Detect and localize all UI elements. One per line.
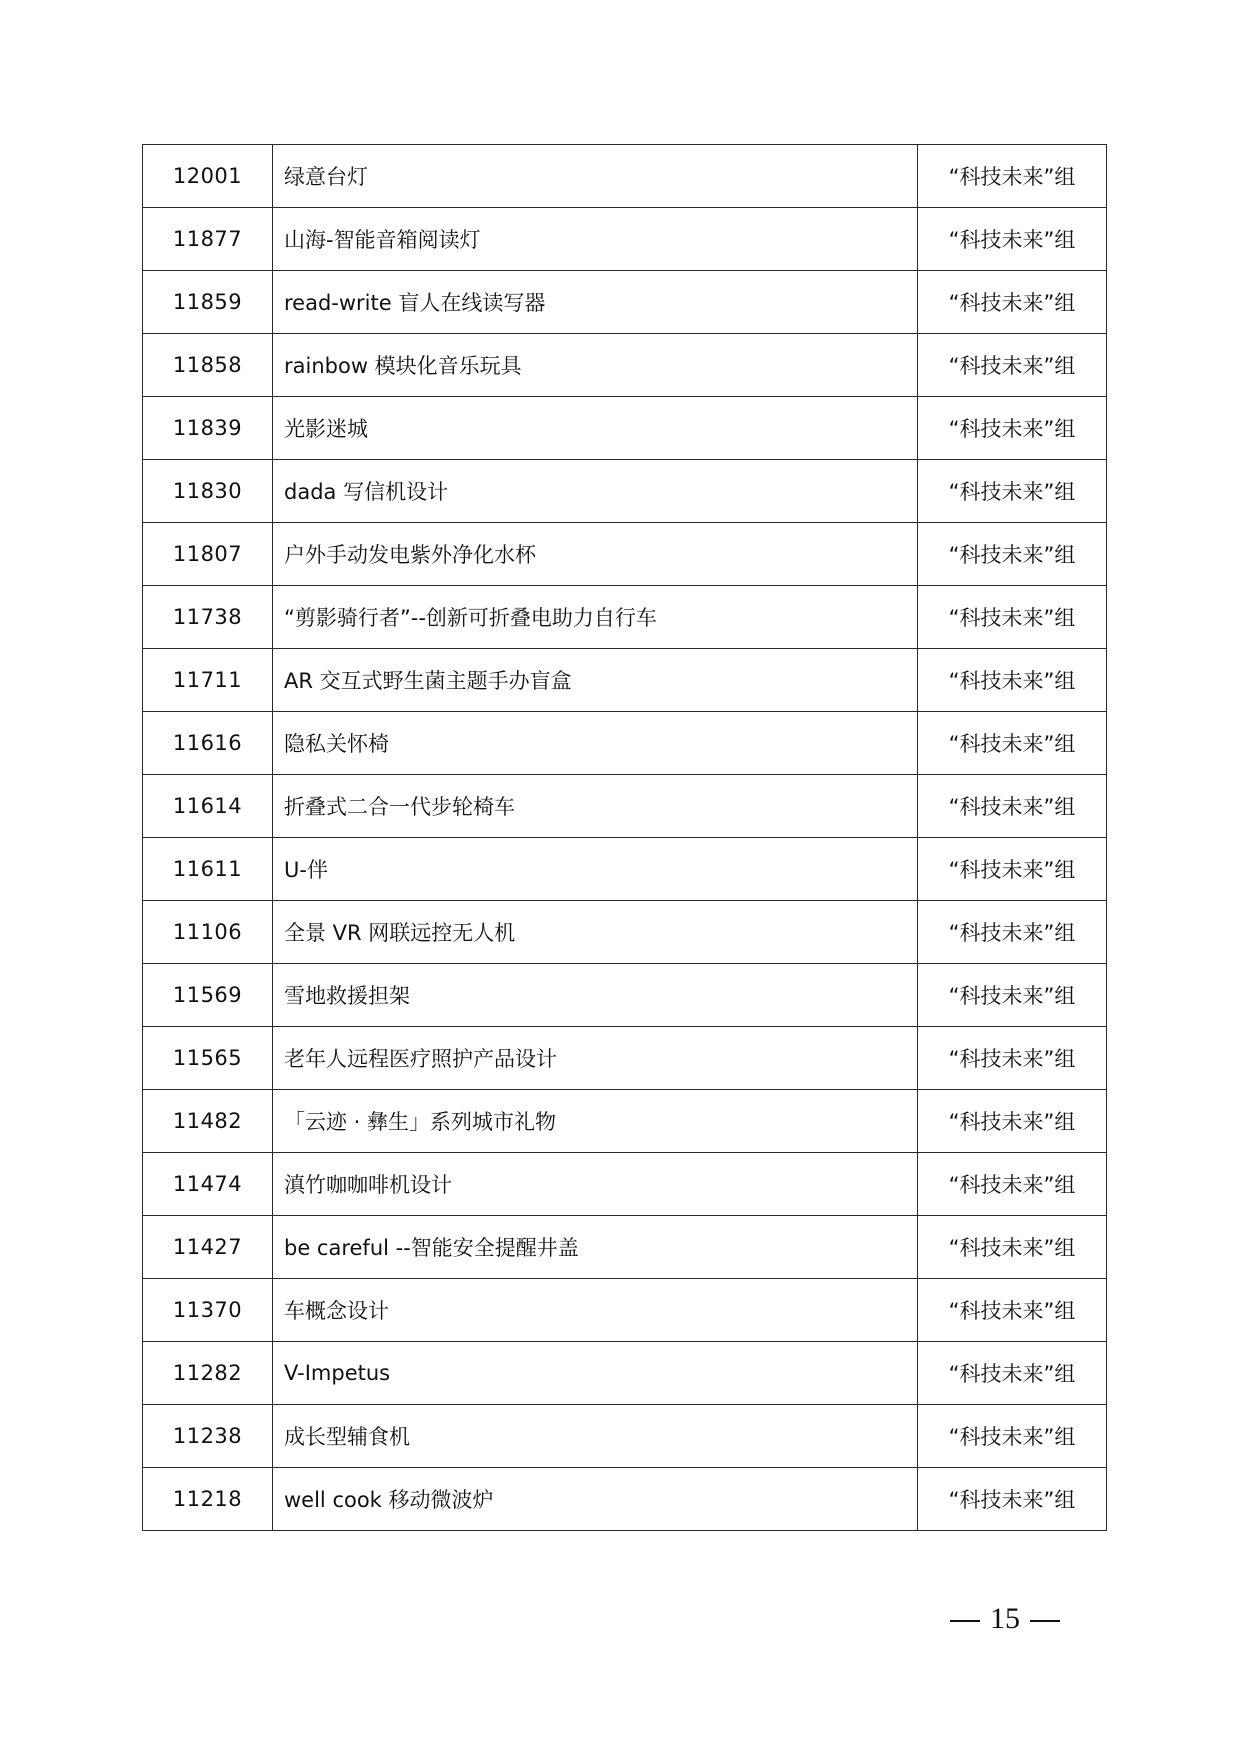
dash-right: [1030, 1620, 1060, 1622]
entry-name: 雪地救援担架: [273, 964, 918, 1027]
entry-id: 11238: [143, 1405, 273, 1468]
entry-category: “科技未来”组: [918, 1342, 1107, 1405]
entry-id: 12001: [143, 145, 273, 208]
entry-id: 11370: [143, 1279, 273, 1342]
entry-name: 老年人远程医疗照护产品设计: [273, 1027, 918, 1090]
entry-id: 11282: [143, 1342, 273, 1405]
entry-category: “科技未来”组: [918, 1216, 1107, 1279]
table-row: [143, 1216, 1107, 1279]
entry-category: “科技未来”组: [918, 1279, 1107, 1342]
entry-category: “科技未来”组: [918, 397, 1107, 460]
table-row: [143, 1153, 1107, 1216]
entry-name: well cook 移动微波炉: [273, 1468, 918, 1531]
entry-category: “科技未来”组: [918, 334, 1107, 397]
entry-category: “科技未来”组: [918, 271, 1107, 334]
entry-id: 11711: [143, 649, 273, 712]
table-row: [143, 649, 1107, 712]
table-row: [143, 964, 1107, 1027]
entry-id: 11839: [143, 397, 273, 460]
entry-id: 11614: [143, 775, 273, 838]
entry-id: 11482: [143, 1090, 273, 1153]
entry-id: 11616: [143, 712, 273, 775]
table-row: [143, 271, 1107, 334]
table-row: [143, 1342, 1107, 1405]
entry-id: 11858: [143, 334, 273, 397]
entry-id: 11738: [143, 586, 273, 649]
entry-id: 11859: [143, 271, 273, 334]
entry-name: 成长型辅食机: [273, 1405, 918, 1468]
table-row: [143, 1090, 1107, 1153]
entry-name: 山海-智能音箱阅读灯: [273, 208, 918, 271]
entry-name: 户外手动发电紫外净化水杯: [273, 523, 918, 586]
entry-name: 折叠式二合一代步轮椅车: [273, 775, 918, 838]
table-row: [143, 838, 1107, 901]
entry-id: 11474: [143, 1153, 273, 1216]
entry-name: 全景 VR 网联远控无人机: [273, 901, 918, 964]
table-row: [143, 712, 1107, 775]
entry-name: rainbow 模块化音乐玩具: [273, 334, 918, 397]
entry-category: “科技未来”组: [918, 586, 1107, 649]
table-row: [143, 145, 1107, 208]
entry-id: 11106: [143, 901, 273, 964]
entry-name: read-write 盲人在线读写器: [273, 271, 918, 334]
table-row: [143, 397, 1107, 460]
entry-name: 滇竹咖咖啡机设计: [273, 1153, 918, 1216]
entry-id: 11218: [143, 1468, 273, 1531]
entry-name: dada 写信机设计: [273, 460, 918, 523]
entry-category: “科技未来”组: [918, 649, 1107, 712]
entry-name: be careful --智能安全提醒井盖: [273, 1216, 918, 1279]
entry-name: 车概念设计: [273, 1279, 918, 1342]
entry-name: 隐私关怀椅: [273, 712, 918, 775]
entry-name: 绿意台灯: [273, 145, 918, 208]
entry-category: “科技未来”组: [918, 1153, 1107, 1216]
entry-name: 光影迷城: [273, 397, 918, 460]
entry-category: “科技未来”组: [918, 775, 1107, 838]
entry-id: 11611: [143, 838, 273, 901]
entry-category: “科技未来”组: [918, 838, 1107, 901]
entry-name: 「云迹 · 彝生」系列城市礼物: [273, 1090, 918, 1153]
entry-id: 11427: [143, 1216, 273, 1279]
table-row: [143, 1279, 1107, 1342]
entry-category: “科技未来”组: [918, 712, 1107, 775]
entry-name: “剪影骑行者”--创新可折叠电助力自行车: [273, 586, 918, 649]
entry-category: “科技未来”组: [918, 460, 1107, 523]
entry-id: 11569: [143, 964, 273, 1027]
table-row: [143, 523, 1107, 586]
entry-id: 11807: [143, 523, 273, 586]
entry-category: “科技未来”组: [918, 145, 1107, 208]
entry-category: “科技未来”组: [918, 1090, 1107, 1153]
table-row: [143, 334, 1107, 397]
dash-left: [950, 1620, 980, 1622]
entries-table: [142, 144, 1107, 1531]
table-row: [143, 1468, 1107, 1531]
table-row: [143, 901, 1107, 964]
entry-name: AR 交互式野生菌主题手办盲盒: [273, 649, 918, 712]
table-row: [143, 460, 1107, 523]
page-number: [930, 1602, 1080, 1636]
table-row: [143, 1405, 1107, 1468]
entry-id: 11565: [143, 1027, 273, 1090]
entry-category: “科技未来”组: [918, 208, 1107, 271]
entry-name: U-伴: [273, 838, 918, 901]
table-row: [143, 586, 1107, 649]
entry-category: “科技未来”组: [918, 1027, 1107, 1090]
entry-category: “科技未来”组: [918, 964, 1107, 1027]
entry-category: “科技未来”组: [918, 523, 1107, 586]
table-row: [143, 1027, 1107, 1090]
entry-category: “科技未来”组: [918, 1468, 1107, 1531]
entry-id: 11877: [143, 208, 273, 271]
entry-category: “科技未来”组: [918, 1405, 1107, 1468]
table-row: [143, 208, 1107, 271]
table-row: [143, 775, 1107, 838]
entry-name: V-Impetus: [273, 1342, 918, 1405]
entry-id: 11830: [143, 460, 273, 523]
entry-category: “科技未来”组: [918, 901, 1107, 964]
page-number-value: 15: [990, 1602, 1020, 1635]
